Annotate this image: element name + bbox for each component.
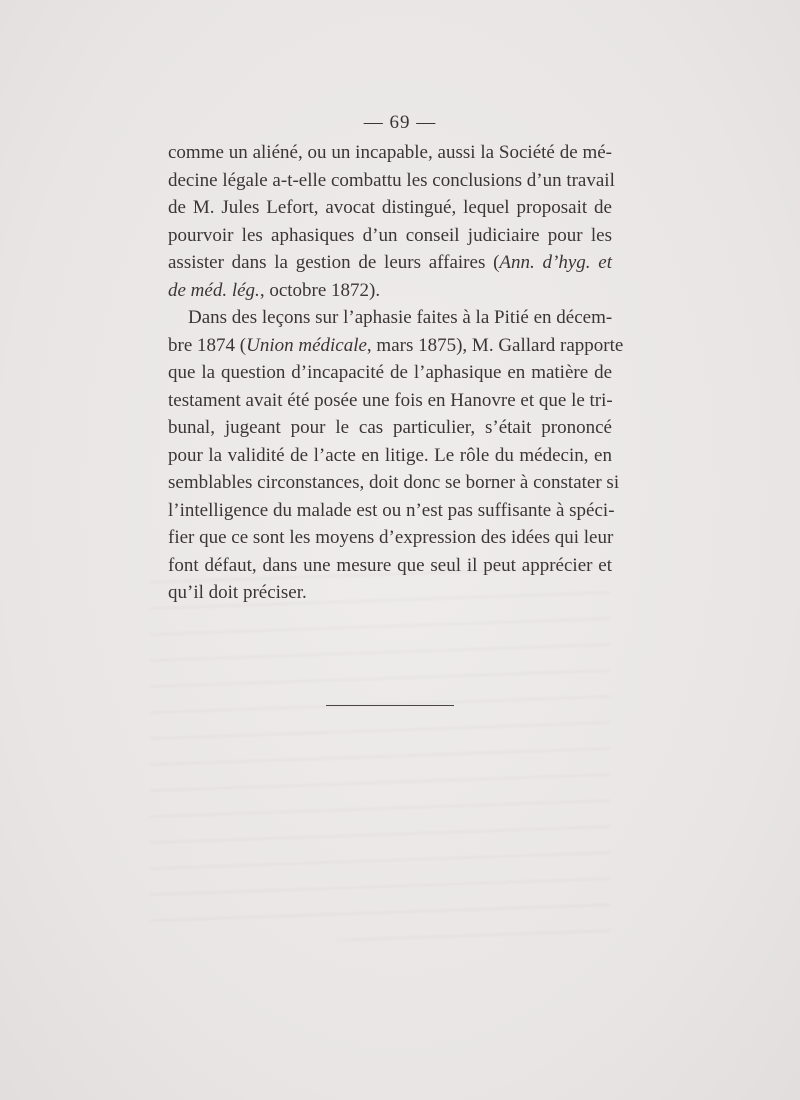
text-span: semblables circonstances, doit donc se borner à constater si	[168, 472, 620, 493]
text-span: fier que ce sont les moyens d’expression des idées qui leur	[168, 527, 614, 548]
text-span: assister dans la gestion de leurs affaires (	[168, 252, 500, 273]
text-line	[168, 277, 612, 305]
citation-italic: de méd. lég.	[168, 279, 260, 301]
text-span: que la question d’incapacité de l’aphasique en matière de	[168, 362, 612, 383]
text-line	[168, 552, 612, 580]
text-span: pour la validité de l’acte en litige. Le rôle du médecin, en	[168, 444, 612, 466]
bleed-through-texture	[150, 560, 610, 940]
text-span: bunal, jugeant pour le cas particulier, s’était prononcé	[168, 417, 612, 438]
text-span: , octobre 1872).	[259, 279, 381, 301]
text-span: pourvoir les aphasiques d’un conseil judiciaire pour les	[168, 224, 612, 246]
text-span: testament avait été posée une fois en Hanovre et que le tri-	[168, 389, 613, 411]
text-span: font défaut, dans une mesure que seul il peut apprécier et	[168, 554, 612, 576]
section-divider	[326, 705, 454, 706]
text-line	[168, 167, 615, 195]
citation-italic: Union médicale	[246, 334, 367, 356]
text-line	[168, 332, 624, 360]
text-line	[168, 194, 612, 222]
text-span: , mars 1875), M. Gallard rapporte	[366, 334, 624, 356]
text-line	[168, 222, 612, 250]
text-line	[168, 414, 612, 442]
text-line	[168, 524, 612, 552]
text-line	[168, 139, 612, 167]
text-line	[168, 249, 612, 277]
text-span: qu’il doit préciser.	[168, 582, 307, 603]
text-span: de M. Jules Lefort, avocat distingué, lequel proposait de	[168, 197, 612, 218]
text-span: Dans des leçons sur l’aphasie faites à la Pitié en décem-	[188, 307, 613, 328]
text-line	[168, 442, 612, 470]
text-line	[168, 359, 612, 387]
text-span: comme un aliéné, ou un incapable, aussi la Société de mé-	[168, 142, 612, 163]
text-span: bre 1874 (	[168, 334, 247, 356]
text-line	[168, 387, 612, 415]
text-span: l’intelligence du malade est ou n’est pas suffisante à spéci-	[168, 499, 615, 521]
body-text	[168, 139, 624, 607]
text-line	[168, 469, 620, 497]
page-number: — 69 —	[363, 112, 437, 133]
text-line	[168, 579, 612, 607]
citation-italic: Ann. d’hyg. et	[499, 252, 612, 273]
text-line	[168, 304, 612, 332]
text-span: decine légale a-t-elle combattu les conclusions d’un travail	[168, 169, 615, 191]
text-line	[168, 497, 615, 525]
